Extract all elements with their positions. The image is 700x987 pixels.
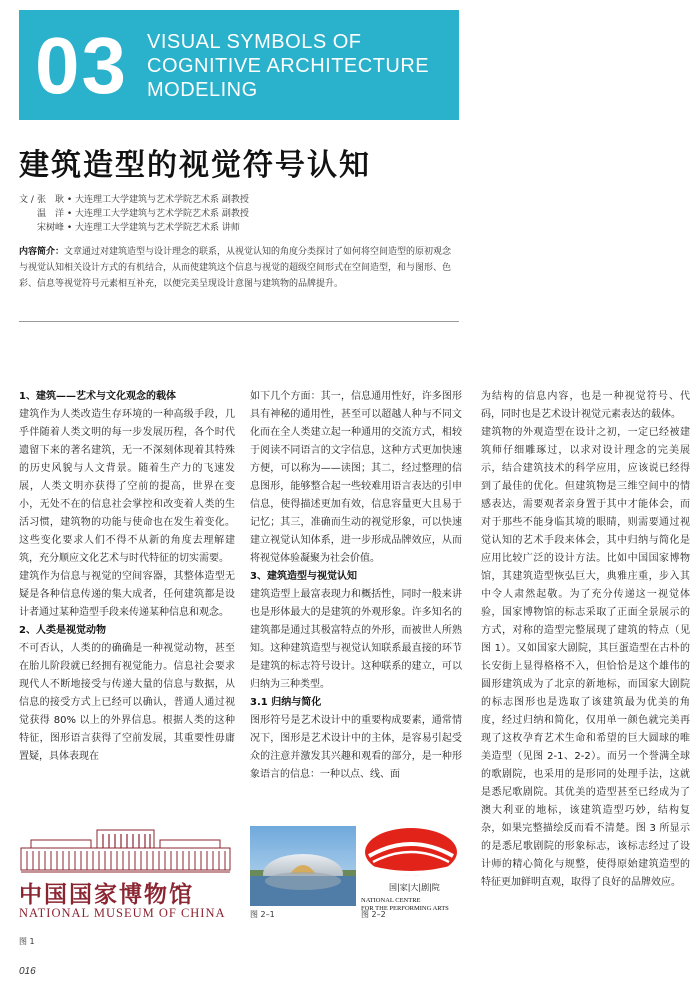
body-paragraph: 建筑物的外观造型在设计之初，一定已经被建筑师仔细雕琢过，以求对设计理念的完美展示，结合建筑技术的科学应用，应该说已经得到了最佳的优化。但建筑物是三维空间中的情感表达，需要观者亲身置于其中才能体会，而对于那些不能身临其境的眼睛，则需要通过视觉认知的艺术手段来体会，其中归纳与简化是应用比较广泛的设计方法。比如中国国家博物馆，其建筑造型恢弘巨大，典雅庄重，步入其中令人肃然起敬。为了充分传递这一视觉体验，国家博物馆的标志采取了正面全景展示的方式，对称的造型完整展现了建筑的特点（见图 1）。又如国家大剧院，其巨蛋造型在古朴的长安街上显得格格不入，但恰恰是这个雄伟的圆形建筑成为了北京的新地标，而国家大剧院的标志图形也是选取了该建筑最为优美的角度，经过归纳和简化，仅用单一颜色就完美再现了这枚孕育艺术生命和希望的巨大圆球的唯美造型（见图 2-1、2-2）。而另一个誉满全球的歌剧院，也采用的是形同的处理手法，这就是悉尼歌剧院。其优美的造型甚至已经成为了澳大利亚的地标，该建筑造型巧妙，结构复杂，如果完整描绘反而看不清楚。图 3 所显示的是悉尼歌剧院的形象标志，该标志经过了设计师的精心简化与规整，使得原始建筑造型的特征更加鲜明直观，取得了良好的品牌效应。: [481, 427, 690, 888]
theatre-name-en-line: FOR THE PERFORMING ARTS: [361, 905, 449, 912]
section-divider: [19, 321, 459, 322]
author-row: [19, 193, 249, 207]
museum-name-cn: 中国国家博物馆: [19, 881, 194, 908]
figure-caption: 图 2–2: [361, 910, 386, 919]
author-text: 温 洋 • 大连理工大学建筑与艺术学院艺术系 副教授: [37, 209, 249, 219]
body-paragraph: 如下几个方面：其一，信息通用性好，许多图形具有神秘的通用性，甚至可以超越人种与不同文化而在全人类建立起一种通用的交流方式，相较于阅读不同语言的文字信息，这种方式更加快速方便，可以称为——读图；其二，经过整理的信息图形，能够整合起一些较难用语言表达的引申信息，使得描述更加有效，信息容量更大且易于记忆；其三，准确而生动的视觉形象，可以快速建立视觉认知体系，进一步形成品牌效应，从而将视觉体验凝聚为社会价值。: [250, 391, 462, 564]
body-column-3: [481, 388, 690, 892]
english-title-line: COGNITIVE ARCHITECTURE: [147, 55, 430, 77]
english-title-line: MODELING: [147, 79, 258, 101]
theatre-name-cn: 国|家|大|剧|院: [389, 883, 440, 892]
figure-1-museum-logo: [19, 826, 232, 922]
body-paragraph: 建筑作为信息与视觉的空间容器，其整体造型无疑是各种信息传递的集大成者，任何建筑都是设计者通过某种造型手段来传递某种信息和观念。: [19, 571, 235, 618]
body-column-2: [250, 388, 462, 784]
theatre-name-en-line: NATIONAL CENTRE: [361, 897, 421, 904]
theatre-logo-icon: [361, 826, 461, 882]
english-title-line: VISUAL SYMBOLS OF: [147, 31, 362, 53]
section-heading: 3、建筑造型与视觉认知: [250, 571, 357, 582]
chapter-banner: [19, 10, 459, 120]
subsection-heading: 3.1 归纳与简化: [250, 697, 322, 708]
section-heading: 2、人类是视觉动物: [19, 625, 106, 636]
body-paragraph: 为结构的信息内容，也是一种视觉符号、代码，同时也是艺术设计视觉元素表达的载体。: [481, 391, 690, 420]
figure-2-1-theatre-photo: [250, 826, 356, 906]
body-paragraph: 建筑造型上最富表现力和概括性，同时一般来讲也是形体最大的是建筑的外观形象。许多知名的建筑都是通过其极富特点的外形，而被世人所熟知。这种建筑造型与视觉认知联系最直接的环节是建筑的标志符号设计。这种联系的建立，可以归纳为三种类型。: [250, 589, 462, 690]
figure-caption: 图 2–1: [250, 910, 275, 919]
figure-2-2-theatre-logo: [361, 826, 461, 922]
theatre-photo-image: [250, 826, 356, 906]
english-title: [147, 30, 429, 102]
abstract-label: 内容简介：: [19, 247, 65, 257]
section-heading: 1、建筑——艺术与文化观念的载体: [19, 391, 176, 402]
author-text: 张 耿 • 大连理工大学建筑与艺术学院艺术系 副教授: [37, 195, 249, 205]
body-paragraph: 建筑作为人类改造生存环境的一种高级手段，几乎伴随着人类文明的每一步发展历程，各个时代遗留下来的著名建筑，无一不深刻体现着其特殊的历史风貌与人文背景。随着生产力的飞速发展，人类文明亦获得了空前的提高，世界在变小，无处不在的信息社会掌控和改变着人类的生活习惯，建筑物的功能与使命也在发生着变化。这些变化要求人们不得不从新的角度去理解建筑，充分顺应文化艺术与时代特征的切实需要。: [19, 409, 235, 564]
museum-building-icon: [19, 826, 232, 874]
author-row: [19, 207, 249, 221]
body-paragraph: 图形符号是艺术设计中的重要构成要素，通常情况下，图形是艺术设计中的主体，是容易引起受众的注意并激发其兴趣和观看的部分，是一种形象语言的信息：一种以点、线、面: [250, 715, 462, 780]
chapter-number: 03: [35, 21, 128, 110]
body-paragraph: 不可否认，人类的的确确是一种视觉动物，甚至在胎儿阶段就已经拥有视觉能力。信息社会要求现代人不断地接受与传递大量的信息与数据，从信息的接受方式上已经可以确认，普通人通过视觉获得 80% 以上的外界信息。根据人类的这种特征，图形语言获得了空前发展，其重要性毋庸置疑，具体表现在: [19, 643, 235, 762]
author-list: [19, 193, 249, 235]
abstract-text: 文章通过对建筑造型与设计理念的联系，从视觉认知的角度分类探讨了如何将空间造型的原初观念与视觉认知相关设计方式的有机结合，从而使建筑这个信息与视觉的超级空间形式在空间造型，和与图形、色彩、信息等视觉符号元素相互补充，以便完美呈现设计意图与建筑物的品牌提升。: [19, 247, 452, 289]
author-row: [19, 221, 249, 235]
author-text: 宋树峰 • 大连理工大学建筑与艺术学院艺术系 讲师: [37, 223, 240, 233]
figure-caption: 图 1: [19, 937, 35, 946]
body-column-1: [19, 388, 235, 766]
museum-name-en: NATIONAL MUSEUM OF CHINA: [19, 906, 226, 920]
author-lead: 文 /: [19, 195, 34, 205]
abstract: [19, 244, 459, 292]
page-number: 016: [19, 966, 36, 977]
article-title: 建筑造型的视觉符号认知: [19, 148, 371, 183]
